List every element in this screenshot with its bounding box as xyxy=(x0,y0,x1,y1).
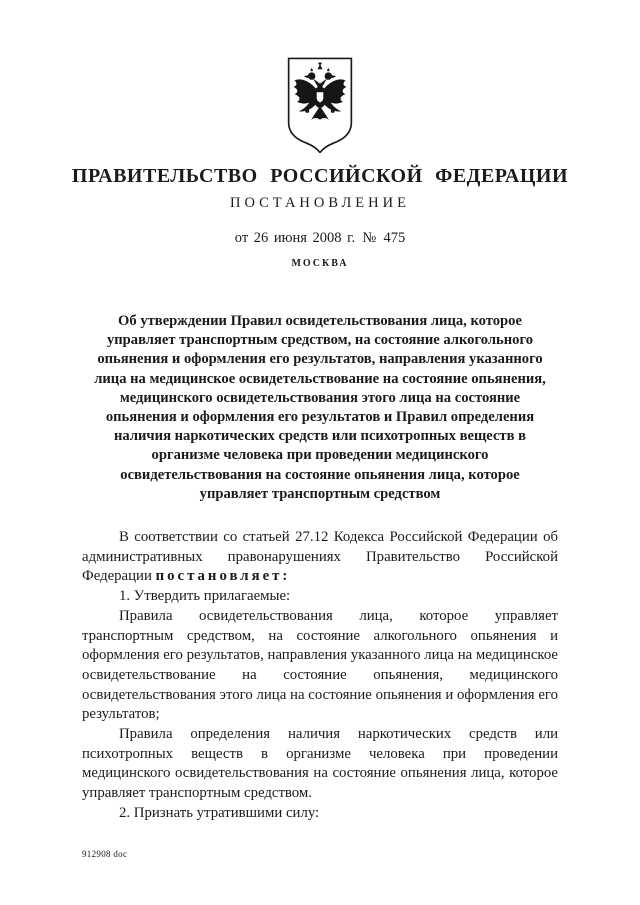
document-title: Об утверждении Правил освидетельствования лица, которое управляет транспортным средством, на состояние алкогольного опьянения и оформления его результатов, направления указанного лица на медицинское освидетельствование на состояние опьянения, медицинского освидетельствования этого лица на состояние опьянения и оформления его результатов и Правил определения наличия наркотических средств или психотропных веществ в организме человека при проведении медицинского освидетельствования на состояние опьянения лица, которое управляет транспортным средством xyxy=(94,313,546,502)
file-reference-note: 912908 doc xyxy=(82,849,128,859)
paragraph-clause-2: 2. Признать утратившими силу: xyxy=(119,804,320,821)
organization-name: ПРАВИТЕЛЬСТВО РОССИЙСКОЙ ФЕДЕРАЦИИ xyxy=(71,165,569,187)
chest-shield-icon xyxy=(316,92,323,103)
document-body xyxy=(82,528,558,824)
paragraph-rules-2: Правила определения наличия наркотических средств или психотропных веществ в организме человека при проведении медицинского освидетельствования на состояние опьянения лица, которое управляет транспортным средством. xyxy=(82,726,558,802)
coat-of-arms-icon xyxy=(283,55,357,153)
document-type-heading: ПОСТАНОВЛЕНИЕ xyxy=(230,195,410,211)
preamble-text: В соответствии со статьей 27.12 Кодекса Российской Федерации об административных правонарушениях Правительство Российской Федерации xyxy=(82,529,558,585)
paragraph-clause-1: 1. Утвердить прилагаемые: xyxy=(119,588,291,605)
paragraph-rules-1: Правила освидетельствования лица, которое управляет транспортным средством, на состояние алкогольного опьянения и оформления его результатов, направления указанного лица на медицинское освидетельствование на состояние опьянения, медицинского освидетельствования этого лица на состояние опьянения и оформления его результатов; xyxy=(82,607,558,723)
decree-emphasis-word: постановляет: xyxy=(155,568,291,585)
paragraph-preamble xyxy=(82,528,558,587)
city-name: МОСКВА xyxy=(291,258,349,269)
date-and-number-line: от 26 июня 2008 г. № 475 xyxy=(234,230,406,246)
coat-of-arms-svg xyxy=(283,55,357,153)
